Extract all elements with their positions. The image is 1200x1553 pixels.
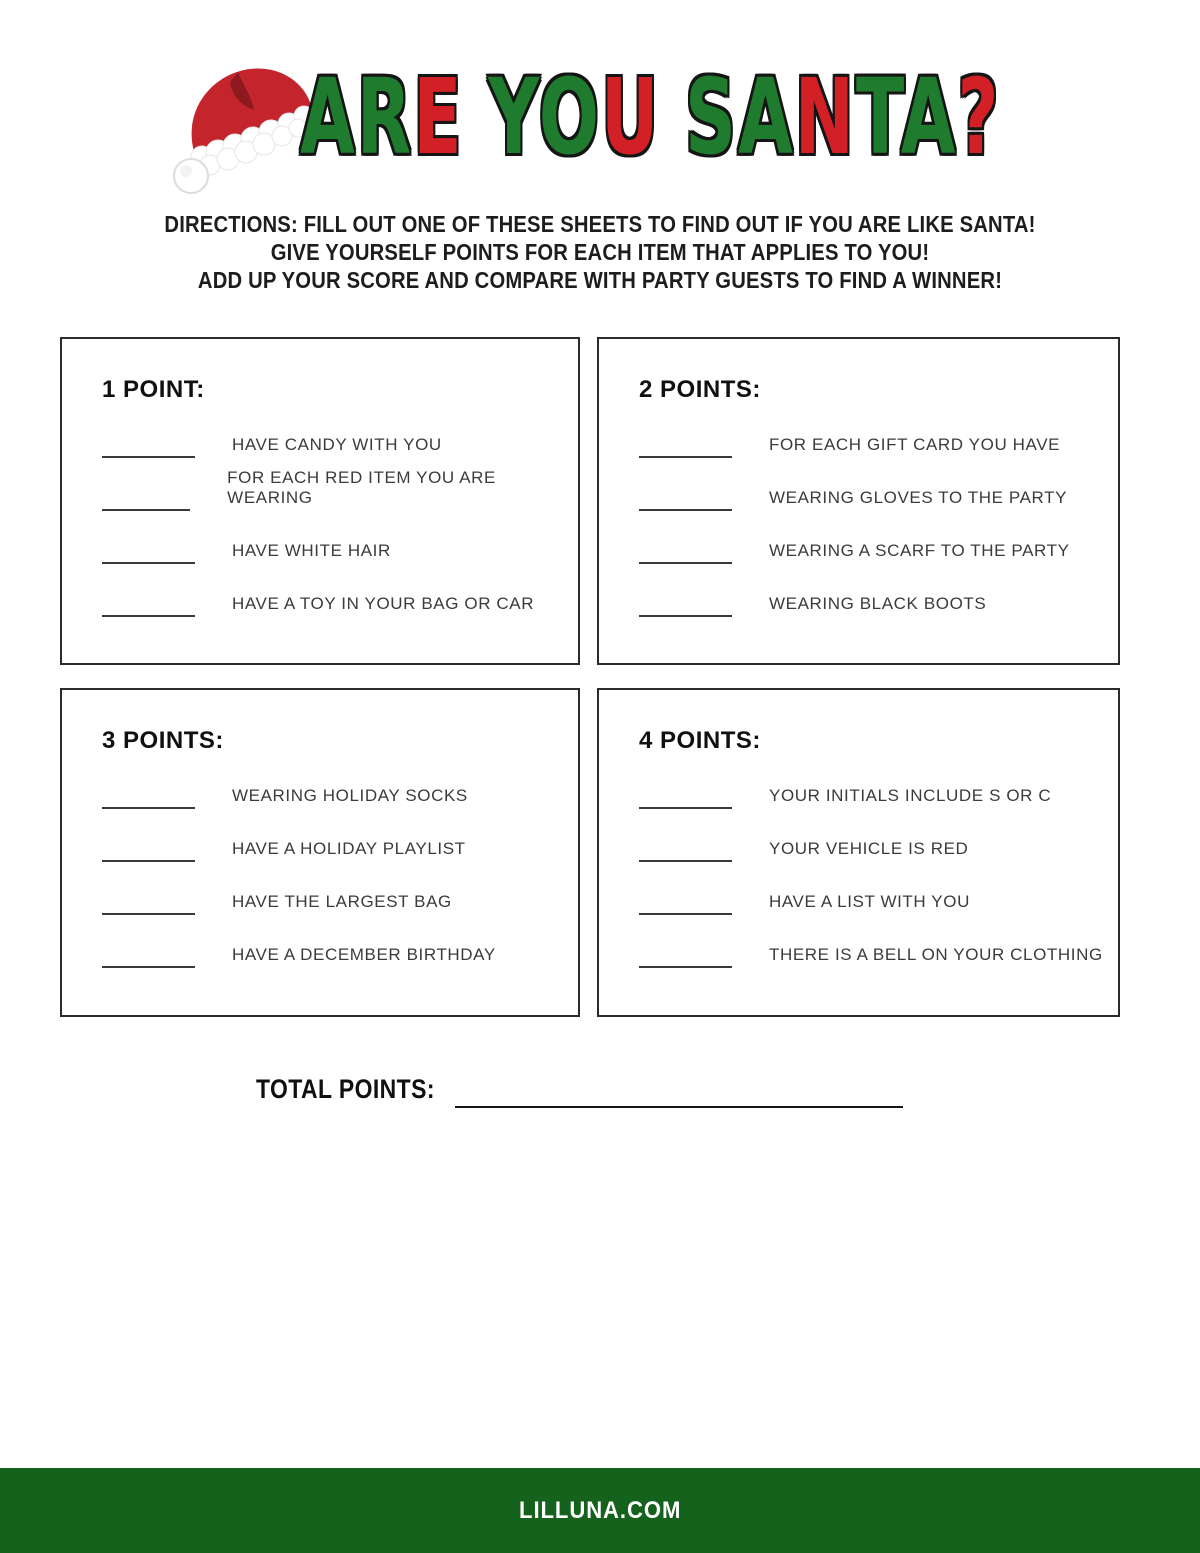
checklist-row — [639, 466, 1108, 519]
checklist-row — [102, 466, 568, 519]
checklist-row — [102, 870, 568, 923]
checklist-row — [102, 923, 568, 976]
directions-text: DIRECTIONS: FILL OUT ONE OF THESE SHEETS TO FIND OUT IF YOU ARE LIKE SANTA! GIVE YOURSELF POINTS FOR EACH ITEM THAT APPLIES TO YOU! ADD UP YOUR SCORE AND COMPARE WITH PARTY GUESTS TO FIND A WINNER! — [164, 211, 1036, 293]
points-box-3 — [60, 688, 580, 1017]
checklist-row — [639, 817, 1108, 870]
answer-blank[interactable] — [639, 544, 732, 564]
answer-blank[interactable] — [102, 491, 190, 511]
item-label: WEARING GLOVES TO THE PARTY — [769, 488, 1068, 507]
answer-blank[interactable] — [102, 597, 195, 617]
checklist-row — [102, 817, 568, 870]
item-label: HAVE CANDY WITH YOU — [232, 435, 442, 454]
answer-blank[interactable] — [639, 895, 732, 915]
answer-blank[interactable] — [102, 842, 195, 862]
box-heading: 1 POINT: — [102, 376, 205, 403]
checklist-row — [102, 519, 568, 572]
item-label: WEARING A SCARF TO THE PARTY — [769, 541, 1070, 560]
answer-blank[interactable] — [639, 948, 732, 968]
item-label: WEARING HOLIDAY SOCKS — [232, 786, 468, 805]
checklist-row — [102, 413, 568, 466]
item-label: YOUR INITIALS INCLUDE S OR C — [769, 786, 1052, 805]
checklist-row — [639, 413, 1108, 466]
checklist-row — [102, 764, 568, 817]
points-box-4 — [597, 688, 1120, 1017]
box-heading: 4 POINTS: — [639, 727, 761, 754]
answer-blank[interactable] — [639, 597, 732, 617]
total-points-blank[interactable] — [455, 1072, 903, 1108]
item-label: HAVE A HOLIDAY PLAYLIST — [232, 839, 466, 858]
points-box-1 — [60, 337, 580, 665]
item-label: HAVE WHITE HAIR — [232, 541, 391, 560]
item-label: HAVE THE LARGEST BAG — [232, 892, 452, 911]
item-label: HAVE A TOY IN YOUR BAG OR CAR — [232, 594, 535, 613]
answer-blank[interactable] — [102, 789, 195, 809]
item-label: THERE IS A BELL ON YOUR CLOTHING — [769, 945, 1103, 964]
answer-blank[interactable] — [639, 842, 732, 862]
page-title: ARE YOU SANTA? — [300, 56, 1001, 178]
item-label: FOR EACH GIFT CARD YOU HAVE — [769, 435, 1061, 454]
item-label: YOUR VEHICLE IS RED — [769, 839, 969, 858]
box-heading: 2 POINTS: — [639, 376, 761, 403]
box-heading: 3 POINTS: — [102, 727, 224, 754]
item-label: HAVE A DECEMBER BIRTHDAY — [232, 945, 496, 964]
answer-blank[interactable] — [102, 544, 195, 564]
answer-blank[interactable] — [102, 895, 195, 915]
checklist-row — [639, 572, 1108, 625]
directions-label: DIRECTIONS: — [164, 211, 298, 237]
item-label: FOR EACH RED ITEM YOU ARE WEARING — [227, 468, 496, 507]
item-label: WEARING BLACK BOOTS — [769, 594, 987, 613]
santa-hat-icon — [168, 52, 318, 202]
answer-blank[interactable] — [102, 438, 195, 458]
answer-blank[interactable] — [102, 948, 195, 968]
answer-blank[interactable] — [639, 438, 732, 458]
checklist-row — [639, 519, 1108, 572]
points-box-2 — [597, 337, 1120, 665]
footer-site-text: LILLUNA.COM — [518, 1496, 682, 1524]
total-points-label: TOTAL POINTS: — [256, 1074, 435, 1104]
item-label: HAVE A LIST WITH YOU — [769, 892, 970, 911]
checklist-row — [102, 572, 568, 625]
checklist-row — [639, 870, 1108, 923]
checklist-row — [639, 923, 1108, 976]
answer-blank[interactable] — [639, 491, 732, 511]
checklist-row — [639, 764, 1108, 817]
footer — [0, 1468, 1200, 1553]
answer-blank[interactable] — [639, 789, 732, 809]
